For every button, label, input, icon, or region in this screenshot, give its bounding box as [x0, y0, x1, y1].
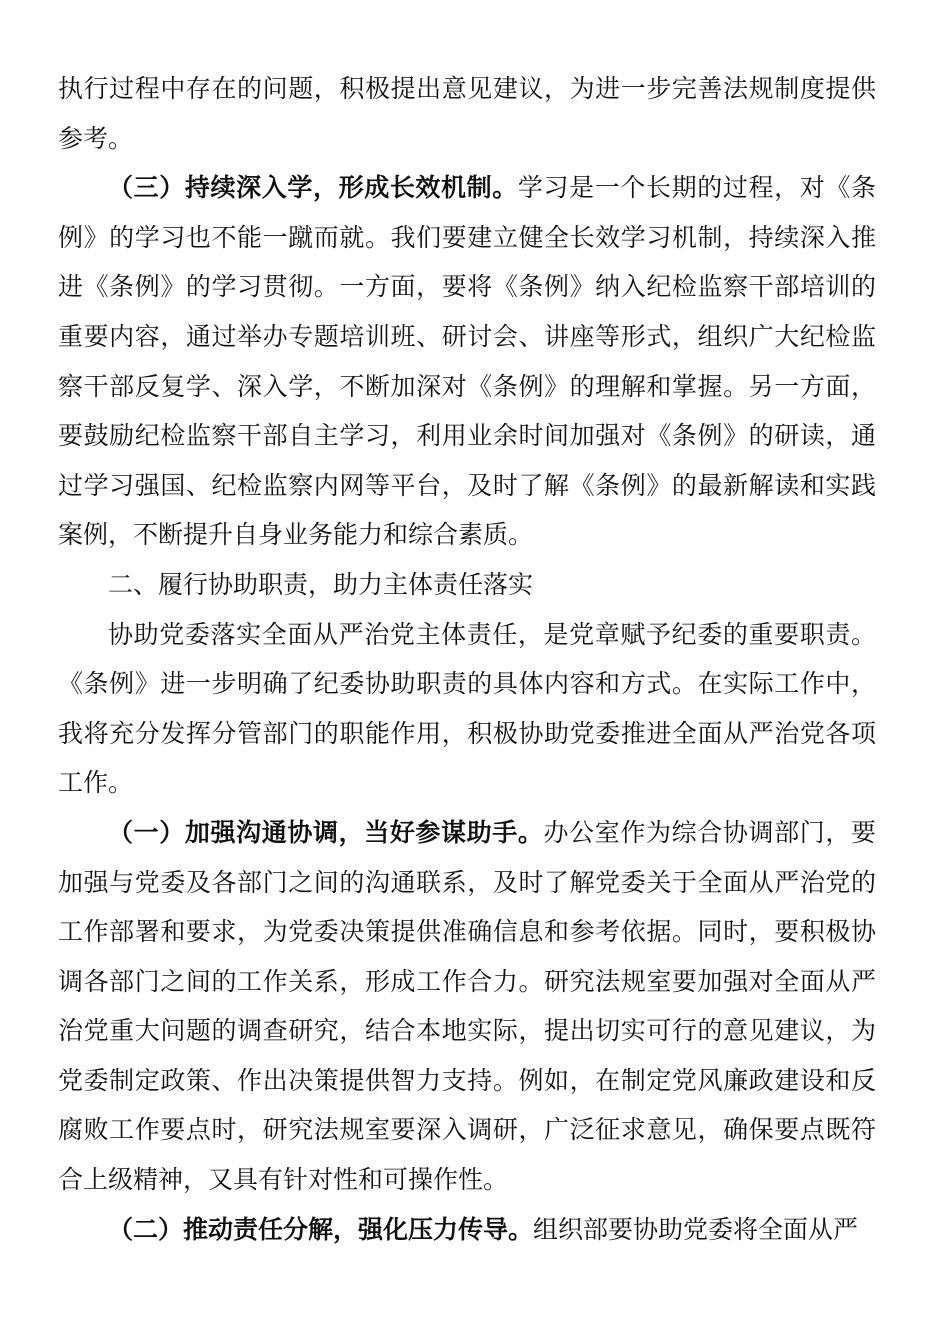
- paragraph-section-three: [58, 163, 876, 560]
- paragraph-section-two: [58, 1205, 876, 1255]
- paragraph-continuation: [58, 64, 876, 163]
- paragraph-heading: （三）持续深入学，形成长效机制。: [108, 173, 518, 203]
- paragraph-section-one: [58, 808, 876, 1205]
- paragraph-heading: （一）加强沟通协调，当好参谋助手。: [108, 817, 544, 847]
- paragraph-heading: （二）推动责任分解，强化压力传导。: [108, 1214, 534, 1244]
- paragraph-text: 学习是一个长期的过程，对《条例》的学习也不能一蹴而就。我们要建立健全长效学习机制，持续深入推进《条例》的学习贯彻。一方面，要将《条例》纳入纪检监察干部培训的重要内容，通过举办专题培训班、研讨会、讲座等形式，组织广大纪检监察干部反复学、深入学，不断加深对《条例》的理解和掌握。另一方面，要鼓励纪检监察干部自主学习，利用业余时间加强对《条例》的研读，通过学习强国、纪检监察内网等平台，及时了解《条例》的最新解读和实践案例，不断提升自身业务能力和综合素质。: [58, 173, 876, 550]
- paragraph-text: 协助党委落实全面从严治党主体责任，是党章赋予纪委的重要职责。《条例》进一步明确了纪委协助职责的具体内容和方式。在实际工作中，我将充分发挥分管部门的职能作用，积极协助党委推进全面从严治党各项工作。: [58, 619, 876, 798]
- section-heading-text: 二、履行协助职责，助力主体责任落实: [108, 569, 534, 599]
- paragraph-text: 组织部要协助党委将全面从严: [533, 1214, 859, 1244]
- paragraph-text: 办公室作为综合协调部门，要加强与党委及各部门之间的沟通联系，及时了解党委关于全面从严治党的工作部署和要求，为党委决策提供准确信息和参考依据。同时，要积极协调各部门之间的工作关系，形成工作合力。研究法规室要加强对全面从严治党重大问题的调查研究，结合本地实际，提出切实可行的意见建议，为党委制定政策、作出决策提供智力支持。例如，在制定党风廉政建设和反腐败工作要点时，研究法规室要深入调研，广泛征求意见，确保要点既符合上级精神，又具有针对性和可操作性。: [58, 817, 876, 1195]
- paragraph-text: 执行过程中存在的问题，积极提出意见建议，为进一步完善法规制度提供参考。: [58, 74, 876, 153]
- paragraph-intro: [58, 610, 876, 808]
- document-body: [58, 64, 876, 1254]
- section-heading: [58, 560, 876, 610]
